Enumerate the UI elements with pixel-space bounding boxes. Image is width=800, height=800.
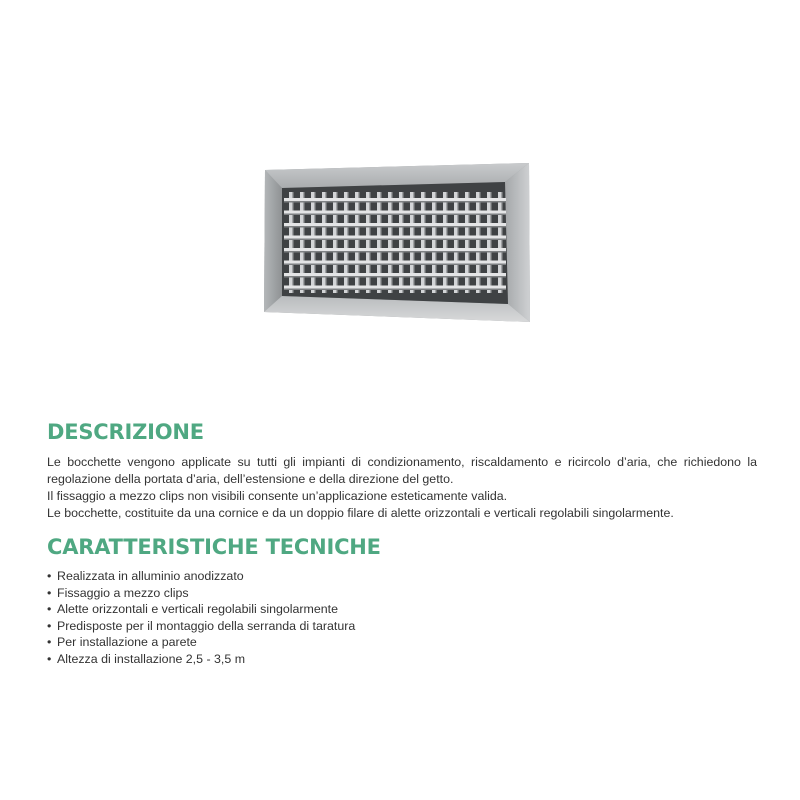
horizontal-blade-shadow — [284, 214, 506, 216]
air-grille-icon — [262, 160, 532, 323]
vertical-blade — [487, 192, 491, 293]
bullet-icon: • — [47, 651, 52, 666]
vertical-blade-shadow — [359, 192, 361, 293]
horizontal-blade-shadow — [284, 264, 506, 266]
vertical-blade — [289, 192, 293, 293]
vertical-blade-shadow — [469, 192, 471, 293]
horizontal-blade-shadow — [284, 276, 506, 278]
horizontal-blade — [284, 211, 506, 214]
vertical-blade-shadow — [381, 192, 383, 293]
vertical-blade — [322, 192, 326, 293]
vertical-blade — [410, 192, 414, 293]
descrizione-text — [47, 454, 757, 522]
horizontal-blade — [284, 261, 506, 264]
caratteristiche-list — [47, 568, 547, 668]
bullet-icon: • — [47, 635, 52, 650]
vertical-blade-shadow — [315, 192, 317, 293]
horizontal-blade — [284, 236, 506, 239]
descrizione-paragraph-3: Le bocchette, costituite da una cornice e da un doppio filare di alette orizzontali e verticali regolabili singolarmente. — [47, 506, 674, 520]
horizontal-blade-shadow — [284, 251, 506, 253]
vertical-blade — [421, 192, 425, 293]
vertical-blade-shadow — [304, 192, 306, 293]
vertical-blade — [388, 192, 392, 293]
vertical-blade-shadow — [392, 192, 394, 293]
vertical-blade — [377, 192, 381, 293]
bullet-icon: • — [47, 618, 52, 633]
vertical-blade-shadow — [458, 192, 460, 293]
vertical-blade-shadow — [491, 192, 493, 293]
descrizione-paragraph-2: Il fissaggio a mezzo clips non visibili consente un’applicazione esteticamente valida. — [47, 489, 508, 503]
vertical-blade-shadow — [425, 192, 427, 293]
list-item: • Altezza di installazione 2,5 - 3,5 m — [47, 651, 246, 666]
bullet-icon: • — [47, 569, 52, 583]
vertical-blade-shadow — [480, 192, 482, 293]
horizontal-blade — [284, 248, 506, 251]
vertical-blade-shadow — [326, 192, 328, 293]
list-item: • Fissaggio a mezzo clips — [47, 585, 189, 600]
horizontal-blade — [284, 286, 506, 289]
vertical-blade — [399, 192, 403, 293]
vertical-blade-shadow — [348, 192, 350, 293]
descrizione-paragraph-1: Le bocchette vengono applicate su tutti gli impianti di condizionamento, riscaldamento e ricircolo d’aria, che richiedono la regolazione della portata d’aria, dell’estensione e della direzione del getto. — [47, 455, 757, 486]
horizontal-blade-shadow — [284, 226, 506, 228]
vertical-blade — [366, 192, 370, 293]
caratteristiche-heading: CARATTERISTICHE TECNICHE — [47, 535, 381, 559]
horizontal-blade — [284, 223, 506, 226]
bullet-icon: • — [47, 585, 52, 600]
horizontal-blade-shadow — [284, 239, 506, 241]
vertical-blade — [355, 192, 359, 293]
product-image — [262, 160, 532, 323]
vertical-blade-shadow — [447, 192, 449, 293]
descrizione-heading: DESCRIZIONE — [47, 420, 204, 444]
vertical-blade — [443, 192, 447, 293]
horizontal-blade-shadow — [284, 201, 506, 203]
vertical-blade-shadow — [436, 192, 438, 293]
vertical-blade-shadow — [337, 192, 339, 293]
vertical-blade — [476, 192, 480, 293]
bullet-icon: • — [47, 602, 52, 617]
vertical-blade — [300, 192, 304, 293]
vertical-blade — [333, 192, 337, 293]
list-item: • Realizzata in alluminio anodizzato — [47, 569, 244, 583]
vertical-blade-shadow — [502, 192, 504, 293]
list-item: • Predisposte per il montaggio della serranda di taratura — [47, 618, 356, 633]
horizontal-blade — [284, 273, 506, 276]
vertical-blade-shadow — [414, 192, 416, 293]
vertical-blade — [454, 192, 458, 293]
list-item: • Alette orizzontali e verticali regolabili singolarmente — [47, 602, 338, 617]
vertical-blade-shadow — [403, 192, 405, 293]
vertical-blade — [344, 192, 348, 293]
vertical-blade-shadow — [293, 192, 295, 293]
vertical-blade — [465, 192, 469, 293]
vertical-blade — [498, 192, 502, 293]
vertical-blade — [432, 192, 436, 293]
horizontal-blade — [284, 198, 506, 201]
horizontal-blade-shadow — [284, 289, 506, 291]
vertical-blade — [311, 192, 315, 293]
vertical-blade-shadow — [370, 192, 372, 293]
list-item: • Per installazione a parete — [47, 635, 197, 650]
